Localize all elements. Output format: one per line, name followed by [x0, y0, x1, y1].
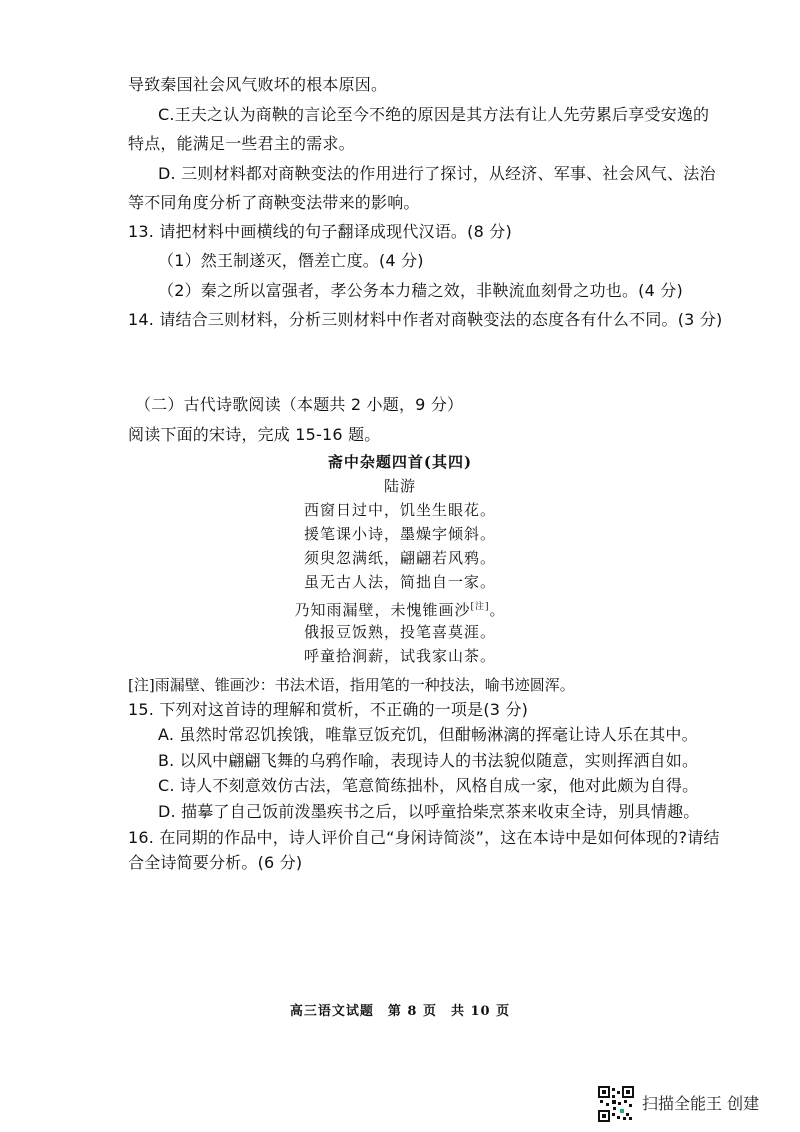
- poem-line: 援笔课小诗，墨燥字倾斜。: [303, 525, 496, 543]
- poem-line: 须臾忽满纸，翩翩若风鸦。: [303, 549, 496, 567]
- poem-note: [注]雨漏壁、锥画沙：书法术语，指用笔的一种技法，喻书迹圆浑。: [128, 676, 575, 694]
- watermark-text: 扫描全能王 创建: [642, 1094, 760, 1113]
- question-14: 14. 请结合三则材料，分析三则材料中作者对商鞅变法的态度各有什么不同。(3 分): [128, 310, 723, 329]
- poem-line: 虽无古人法，简拙自一家。: [303, 573, 496, 591]
- question-15-option-c: C. 诗人不刻意效仿古法，笔意简练拙朴，风格自成一家，他对此颇为自得。: [158, 776, 699, 795]
- question-15-option-d: D. 描摹了自己饭前泼墨疾书之后，以呼童拾柴烹茶来收束全诗，别具情趣。: [158, 802, 700, 821]
- option-c-line-1: C.王夫之认为商鞅的言论至今不绝的原因是其方法有让人先劳累后享受安逸的: [158, 105, 710, 124]
- question-16-line-2: 合全诗简要分析。(6 分): [128, 853, 303, 872]
- question-15: 15. 下列对这首诗的理解和赏析，不正确的一项是(3 分): [128, 700, 529, 719]
- poem-line-with-note: 乃知雨漏壁，未愧锥画沙[注]。: [294, 601, 506, 619]
- question-15-option-b: B. 以风中翩翩飞舞的乌鸦作喻，表现诗人的书法貌似随意，实则挥洒自如。: [158, 751, 699, 770]
- question-13-part-2: （2）秦之所以富强者，孝公务本力穑之效，非鞅流血刻骨之功也。(4 分): [158, 281, 683, 300]
- question-16-line-1: 16. 在同期的作品中，诗人评价自己“身闲诗简淡”，这在本诗中是如何体现的?请结: [128, 828, 720, 847]
- option-c-line-2: 特点，能满足一些君主的需求。: [128, 134, 355, 153]
- qr-code-icon: [598, 1086, 634, 1122]
- poem-line: 乃知雨漏壁，未愧锥画沙: [294, 601, 471, 619]
- continuation-line: 导致秦国社会风气败坏的根本原因。: [128, 75, 388, 94]
- poem-line: 西窗日过中，饥坐生眼花。: [303, 501, 496, 519]
- poem-line: 俄报豆饭熟，投笔喜莫涯。: [303, 623, 496, 641]
- note-marker: [注]: [470, 602, 490, 612]
- page-footer: 高三语文试题 第 8 页 共 10 页: [289, 1004, 511, 1019]
- poem-author: 陆游: [383, 477, 416, 495]
- scanner-watermark: [598, 1086, 788, 1122]
- section-heading: （二）古代诗歌阅读（本题共 2 小题，9 分）: [135, 395, 464, 414]
- question-13-part-1: （1）然王制遂灭，僭差亡度。(4 分): [158, 251, 424, 270]
- question-13: 13. 请把材料中画横线的句子翻译成现代汉语。(8 分): [128, 222, 512, 241]
- reading-instruction: 阅读下面的宋诗，完成 15-16 题。: [128, 425, 381, 444]
- option-d-line-1: D. 三则材料都对商鞅变法的作用进行了探讨，从经济、军事、社会风气、法治: [158, 164, 716, 183]
- option-d-line-2: 等不同角度分析了商鞅变法带来的影响。: [128, 193, 420, 212]
- poem-line: 呼童拾涧薪，试我家山茶。: [303, 647, 496, 665]
- question-15-option-a: A. 虽然时常忍饥挨饿，唯靠豆饭充饥，但酣畅淋漓的挥毫让诗人乐在其中。: [158, 725, 698, 744]
- poem-title: 斋中杂题四首(其四): [327, 453, 473, 471]
